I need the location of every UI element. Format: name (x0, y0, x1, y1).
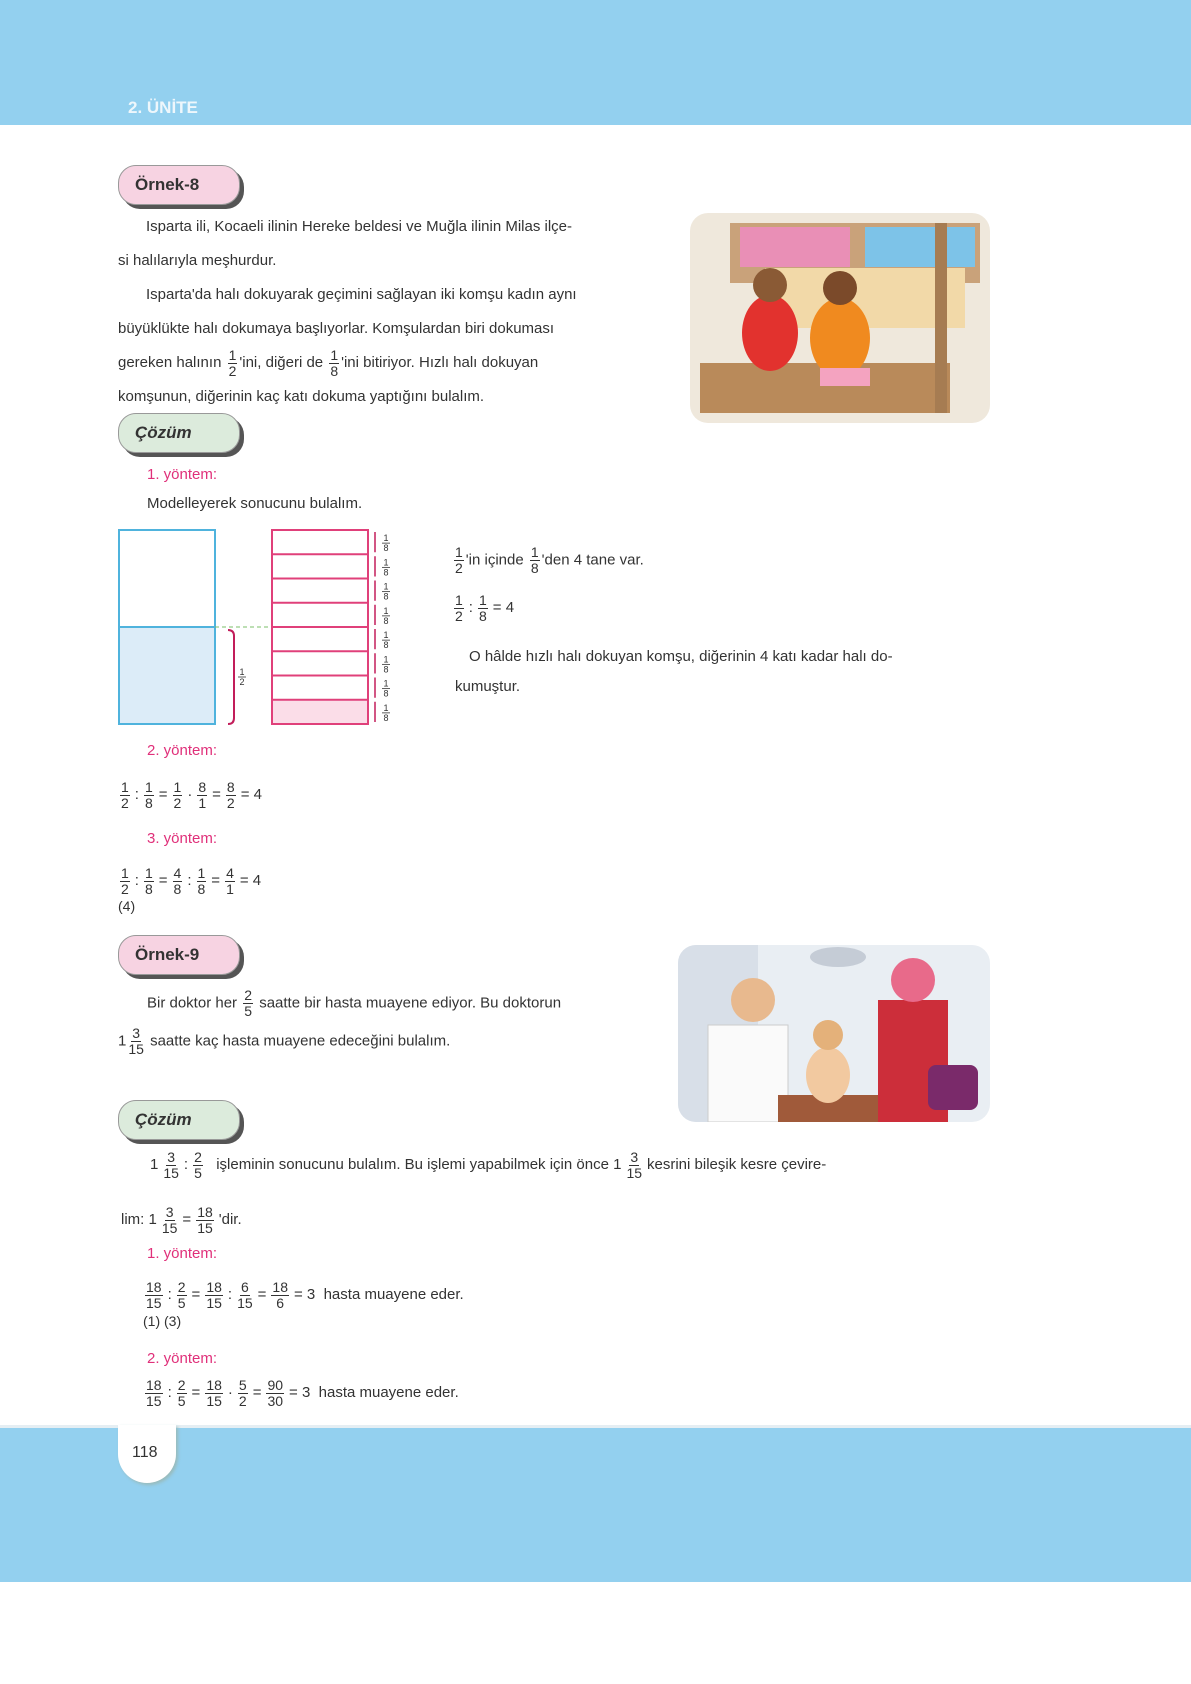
eighth-label-denominator: 8 (383, 664, 389, 675)
model-statement: $\frac{1}{2}$ 'in içinde $\frac{1}{8}$ 'den 4 tane var. (455, 544, 644, 576)
fraction: $\frac{18}{15}$ (206, 1377, 222, 1409)
equation-text: = (211, 872, 221, 890)
method-2-equation-9 (143, 1378, 462, 1409)
fraction: $\frac{8}{1}$ (198, 779, 207, 811)
eighth-label-denominator: 8 (383, 567, 389, 578)
example-9-line-2: 1 $\frac{3}{15}$ saatte kaç hasta muayene edeceğini bulalım. (118, 1025, 451, 1057)
equation-text: 1 (150, 1156, 159, 1174)
text-line: 'ini bitiriyor. Hızlı halı dokuyan (341, 354, 539, 371)
solution-9-paragraph-line-2 (118, 1205, 245, 1236)
half-label-denominator: 2 (239, 677, 245, 687)
fraction: $\frac{3}{15}$ (161, 1204, 178, 1236)
equation-text: = (191, 1384, 201, 1402)
method-1-equation-9 (143, 1280, 467, 1311)
fraction: $\frac{18}{6}$ (272, 1279, 288, 1311)
unit-title: 2. ÜNİTE (128, 98, 198, 117)
example-8-badge: Örnek-8 (118, 165, 240, 205)
method-2-label: 2. yöntem: (147, 742, 218, 759)
fraction: $\frac{1}{8}$ (330, 346, 339, 379)
eighth-label-numerator: 1 (383, 557, 389, 568)
fraction-model-diagram (110, 520, 410, 735)
eighth-label-numerator: 1 (383, 654, 389, 665)
fraction: $\frac{18}{15}$ (146, 1279, 162, 1311)
eighth-label-numerator: 1 (383, 678, 389, 689)
equation-text: = (182, 1211, 192, 1229)
half-label-numerator: 1 (239, 667, 245, 677)
carpet-weaving-image (690, 213, 990, 423)
eighth-label-denominator: 8 (383, 688, 389, 699)
fraction: $\frac{6}{15}$ (237, 1279, 253, 1311)
equation-text: işleminin sonucunu bulalım. Bu işlemi yapabilmek için önce 1 (207, 1156, 622, 1174)
solution-8-badge: Çözüm (118, 413, 240, 453)
fraction: $\frac{4}{1}$ (226, 865, 234, 897)
method-1-text: Modelleyerek sonucunu bulalım. (147, 495, 363, 512)
method-1-label-9: 1. yöntem: (147, 1245, 218, 1262)
equation-result (452, 593, 517, 624)
text-line: komşunun, diğerinin kaç katı dokuma yaptığını bulalım. (118, 388, 485, 405)
eighth-label-denominator: 8 (383, 591, 389, 602)
fraction: $\frac{2}{5}$ (177, 1279, 186, 1311)
equation-text: · (187, 786, 193, 804)
equation-text: = (191, 1286, 201, 1304)
footer-band (0, 1428, 1191, 1582)
equation-text: = (257, 1286, 267, 1304)
fraction: $\frac{90}{30}$ (267, 1377, 284, 1409)
equation-text: 'dir. (218, 1211, 242, 1229)
equation-text: : (183, 1156, 189, 1174)
equation-text: = 4 (240, 786, 262, 804)
eighth-label-denominator: 8 (383, 712, 389, 723)
equation-text: = 4 (239, 872, 262, 890)
equation-text: · (227, 1384, 233, 1402)
method-3-equation (118, 866, 264, 897)
fraction: $\frac{2}{5}$ (194, 1149, 202, 1181)
eighth-label-numerator: 1 (383, 533, 389, 544)
equation-text: lim: 1 (121, 1211, 157, 1229)
page-number: 118 (132, 1444, 158, 1461)
eighth-label-numerator: 1 (383, 630, 389, 641)
fraction: $\frac{1}{2}$ (228, 346, 237, 379)
footer-divider (0, 1425, 1191, 1428)
eighth-label-denominator: 8 (383, 543, 389, 554)
shaded-eighth (272, 700, 368, 724)
equation-text: kesrini bileşik kesre çevire- (647, 1156, 827, 1174)
eighth-label-denominator: 8 (383, 615, 389, 626)
half-bracket (228, 630, 234, 724)
eighth-label-numerator: 1 (383, 581, 389, 592)
fraction: $\frac{5}{2}$ (238, 1377, 247, 1409)
text-line: si halılarıyla meşhurdur. (118, 252, 277, 269)
fraction: $\frac{4}{8}$ (173, 865, 182, 897)
method-1-label: 1. yöntem: (147, 466, 218, 483)
fraction: $\frac{1}{2}$ (455, 592, 463, 624)
fraction: $\frac{8}{2}$ (226, 779, 235, 811)
example-8-text (118, 210, 678, 414)
equation-text: = 3 hasta muayene eder. (289, 1384, 459, 1402)
equation-text: = 4 (492, 599, 515, 617)
example-9-line-1: Bir doktor her $\frac{2}{5}$ saatte bir hasta muayene ediyor. Bu doktorun (147, 987, 562, 1019)
text-line: gereken halının (118, 354, 222, 371)
equation-text: = (158, 872, 168, 890)
eighth-label-numerator: 1 (383, 605, 389, 616)
fraction: $\frac{18}{15}$ (206, 1279, 222, 1311)
equation-text: = (252, 1384, 262, 1402)
fraction: $\frac{18}{15}$ (197, 1204, 213, 1236)
fraction: $\frac{18}{15}$ (146, 1377, 162, 1409)
method-2-equation (118, 780, 265, 811)
fraction: $\frac{1}{2}$ (121, 779, 129, 811)
fraction: $\frac{2}{5}$ (177, 1377, 186, 1409)
expansion-note: (4) (118, 898, 136, 914)
equation-text: : (134, 872, 139, 890)
fraction: $\frac{1}{8}$ (197, 865, 206, 897)
equation-text: : (167, 1286, 172, 1304)
solution-9-paragraph-line-1 (147, 1150, 829, 1181)
equation-text: : (167, 1384, 172, 1402)
equation-text: : (134, 786, 139, 804)
text-line: Isparta ili, Kocaeli ilinin Hereke beldesi ve Muğla ilinin Milas ilçe- (146, 218, 573, 235)
fraction: $\frac{1}{8}$ (144, 865, 153, 897)
expansion-note-9: (1) (3) (143, 1313, 182, 1329)
equation-text: = (158, 786, 168, 804)
conclusion-text: O hâlde hızlı halı dokuyan komşu, diğerinin 4 katı kadar halı do- kumuştur. (455, 648, 893, 695)
equation-text: = 3 hasta muayene eder. (293, 1286, 464, 1304)
equation-text: : (187, 872, 192, 890)
fraction: $\frac{1}{8}$ (478, 592, 487, 624)
text-line: büyüklükte halı dokumaya başlıyorlar. Komşulardan biri dokuması (118, 320, 555, 337)
equation-text: : (227, 1286, 233, 1304)
text-line: 'ini, diğeri de (239, 354, 324, 371)
fraction: $\frac{3}{15}$ (163, 1149, 179, 1181)
shaded-half (119, 627, 215, 724)
fraction: $\frac{1}{2}$ (121, 865, 129, 897)
equation-text: : (468, 599, 473, 617)
fraction: $\frac{1}{8}$ (144, 779, 153, 811)
equation-text: = (212, 786, 221, 804)
method-2-label-9: 2. yöntem: (147, 1350, 218, 1367)
doctor-examining-child-image (678, 945, 990, 1122)
method-3-label: 3. yöntem: (147, 830, 218, 847)
example-9-badge: Örnek-9 (118, 935, 240, 975)
fraction: $\frac{1}{2}$ (173, 779, 182, 811)
eighth-label-denominator: 8 (383, 640, 389, 651)
fraction: $\frac{3}{15}$ (626, 1149, 643, 1181)
solution-9-badge: Çözüm (118, 1100, 240, 1140)
text-line: Isparta'da halı dokuyarak geçimini sağlayan iki komşu kadın aynı (146, 286, 577, 303)
eighth-label-numerator: 1 (383, 702, 389, 713)
